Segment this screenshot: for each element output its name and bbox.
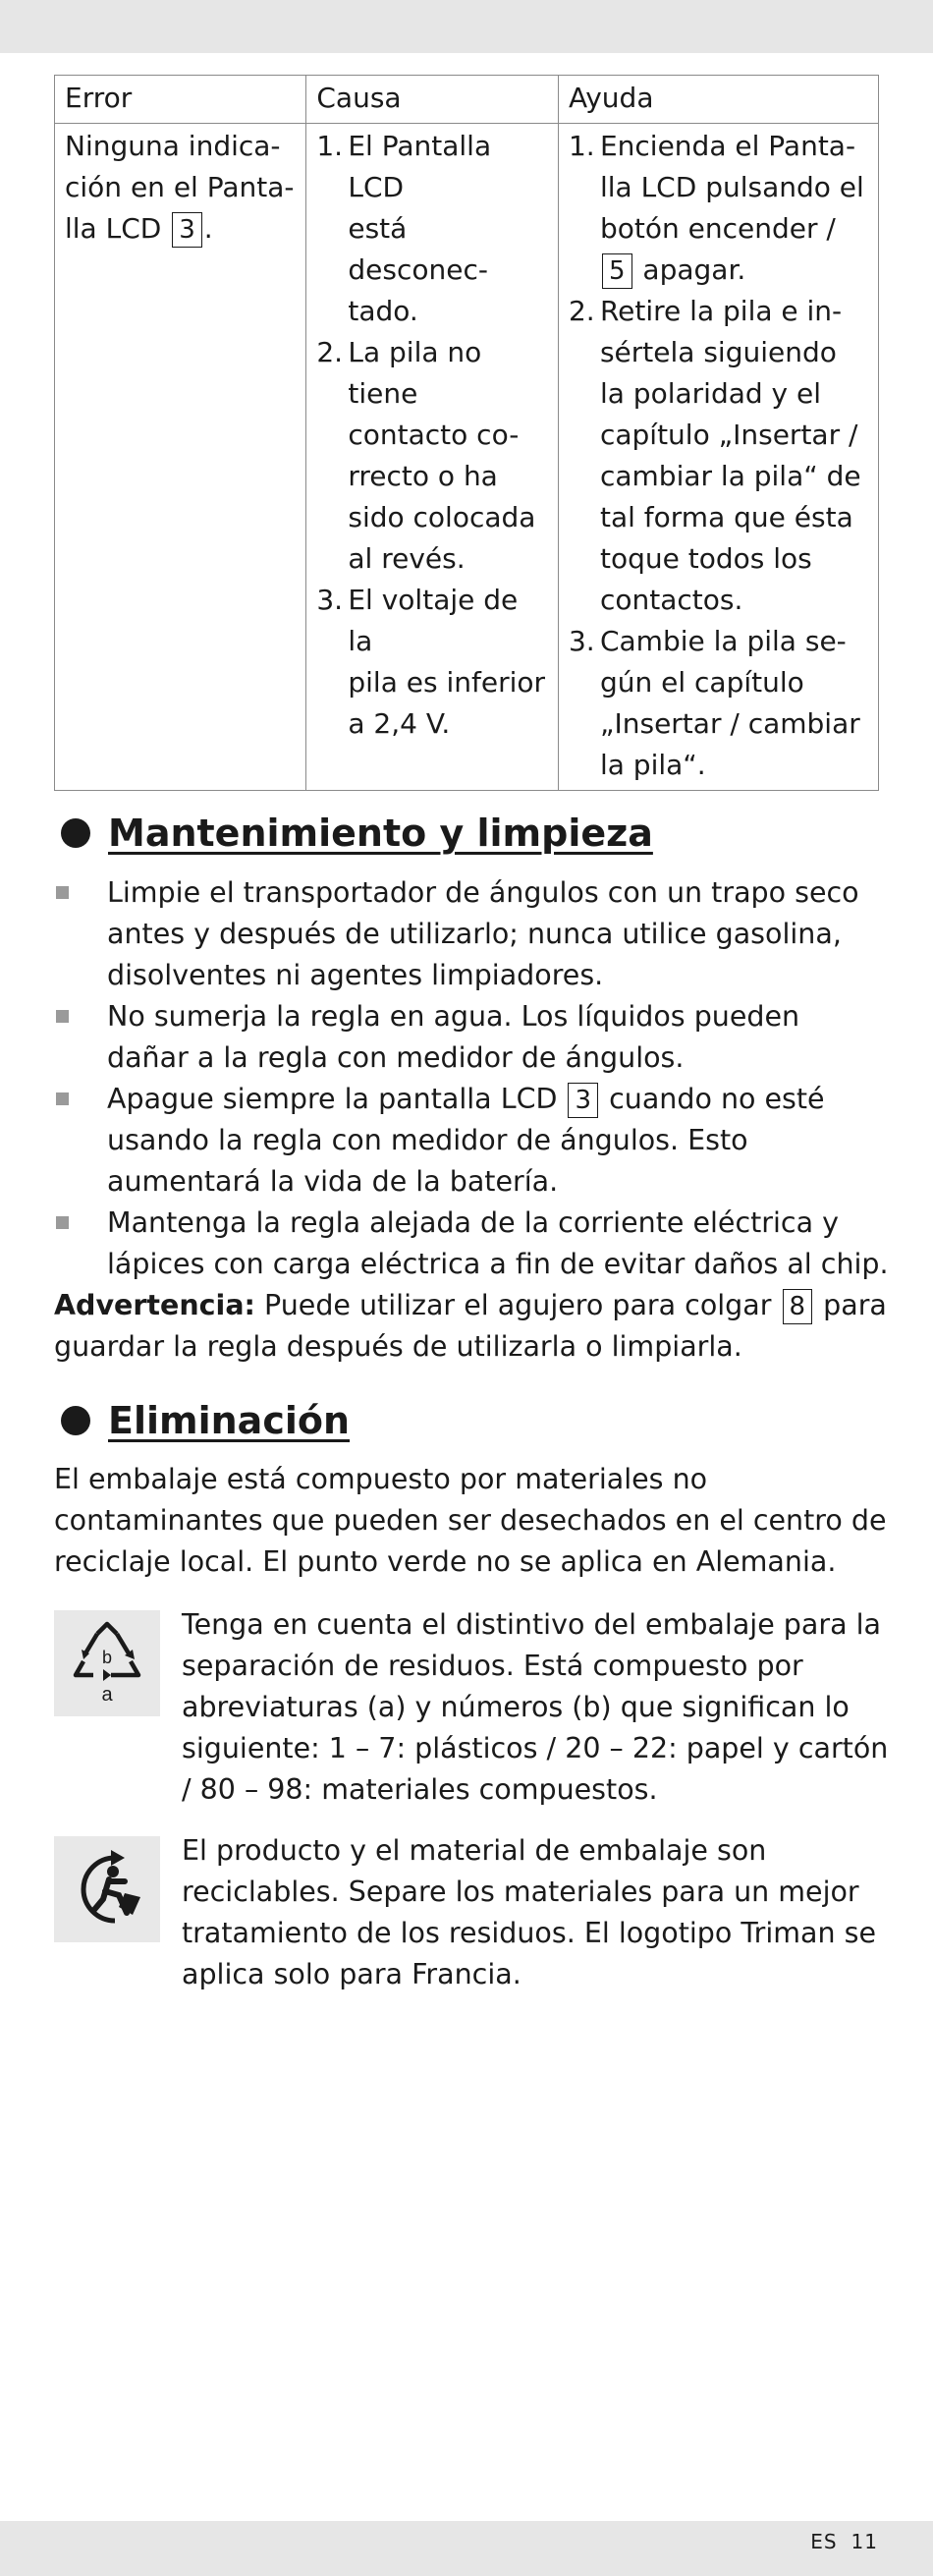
warning-note: Advertencia: Puede utilizar el agujero para colgar 8 para guardar la regla después de utilizarla o limpiarla. — [54, 1289, 887, 1363]
disposal-intro: El embalaje está compuesto por materiales no contaminantes que pueden ser desechados en el centro de reciclaje local. El punto verde no se aplica en Alemania. — [54, 1463, 887, 1578]
header-error: Error — [55, 76, 306, 124]
triman-note: El producto y el material de embalaje son reciclables. Separe los materiales para un mejor tratamiento de los residuos. El logotipo Triman se aplica solo para Francia. — [54, 1830, 889, 1995]
table-row — [55, 124, 879, 791]
help-item: 1. Encienda el Panta- lla LCD pulsando el botón encender / 5 apagar. — [569, 126, 868, 291]
list-item: Limpie el transportador de ángulos con un trapo seco antes y después de utilizarlo; nunca utilice gasolina, disolventes ni agentes limpiadores. — [54, 872, 889, 996]
page-footer — [796, 2530, 878, 2553]
ref-box: 3 — [568, 1083, 598, 1118]
triman-logo-icon — [54, 1836, 160, 1942]
cause-item: 2. La pila no tiene contacto co- rrecto o ha sido colocada al revés. — [316, 336, 536, 575]
disposal-heading: Eliminación — [61, 1399, 350, 1442]
table-header-row — [55, 76, 879, 124]
cause-item: 1. El Pantalla LCD está desconec- tado. — [316, 130, 492, 327]
error-cell: Ninguna indica- ción en el Panta- lla LCD 3 . — [55, 124, 306, 791]
cause-cell — [306, 124, 559, 791]
square-bullet-icon — [54, 872, 107, 996]
cause-item: 3. El voltaje de la pila es inferior a 2,4 V. — [316, 584, 546, 740]
bullet-dot-icon — [61, 818, 90, 848]
maintenance-list — [54, 872, 889, 1368]
bottom-bar — [0, 2521, 933, 2576]
recycle-note: b a Tenga en cuenta el distintivo del embalaje para la separación de residuos. Está compuesto por abreviaturas (a) y números (b) que significan lo siguiente: 1 – 7: plásticos / 20 – 22: papel y cartón / 80 – 98: materiales compuestos. — [54, 1604, 889, 1811]
svg-text:a: a — [101, 1684, 113, 1706]
maintenance-heading: Mantenimiento y limpieza — [61, 812, 653, 855]
list-item: No sumerja la regla en agua. Los líquidos pueden dañar a la regla con medidor de ángulos. — [54, 996, 889, 1079]
square-bullet-icon — [54, 1203, 107, 1285]
help-item: 2. Retire la pila e in- sértela siguiendo la polaridad y el capítulo „Insertar / cambiar la pila“ de tal forma que ésta toque todos los contactos. — [568, 295, 861, 616]
header-cause: Causa — [306, 76, 559, 124]
page-number: 11 — [851, 2530, 878, 2553]
list-item: Mantenga la regla alejada de la corriente eléctrica y lápices con carga eléctrica a fin de evitar daños al chip. — [54, 1203, 889, 1285]
troubleshooting-table — [54, 75, 879, 791]
list-item: Apague siempre la pantalla LCD 3 cuando no esté usando la regla con medidor de ángulos. Esto aumentará la vida de la batería. — [54, 1079, 889, 1203]
ref-box: 3 — [172, 212, 202, 248]
header-help: Ayuda — [558, 76, 878, 124]
top-bar — [0, 0, 933, 53]
recycling-symbol-icon — [54, 1610, 160, 1716]
help-cell — [558, 124, 878, 791]
square-bullet-icon — [54, 1079, 107, 1203]
language-code: ES — [810, 2530, 838, 2553]
square-bullet-icon — [54, 996, 107, 1079]
bullet-dot-icon — [61, 1406, 90, 1435]
help-item: 3. Cambie la pila se- gún el capítulo „Insertar / cambiar la pila“. — [568, 625, 860, 781]
ref-box: 8 — [783, 1289, 813, 1324]
ref-box: 5 — [602, 253, 632, 289]
svg-text:b: b — [101, 1648, 113, 1667]
